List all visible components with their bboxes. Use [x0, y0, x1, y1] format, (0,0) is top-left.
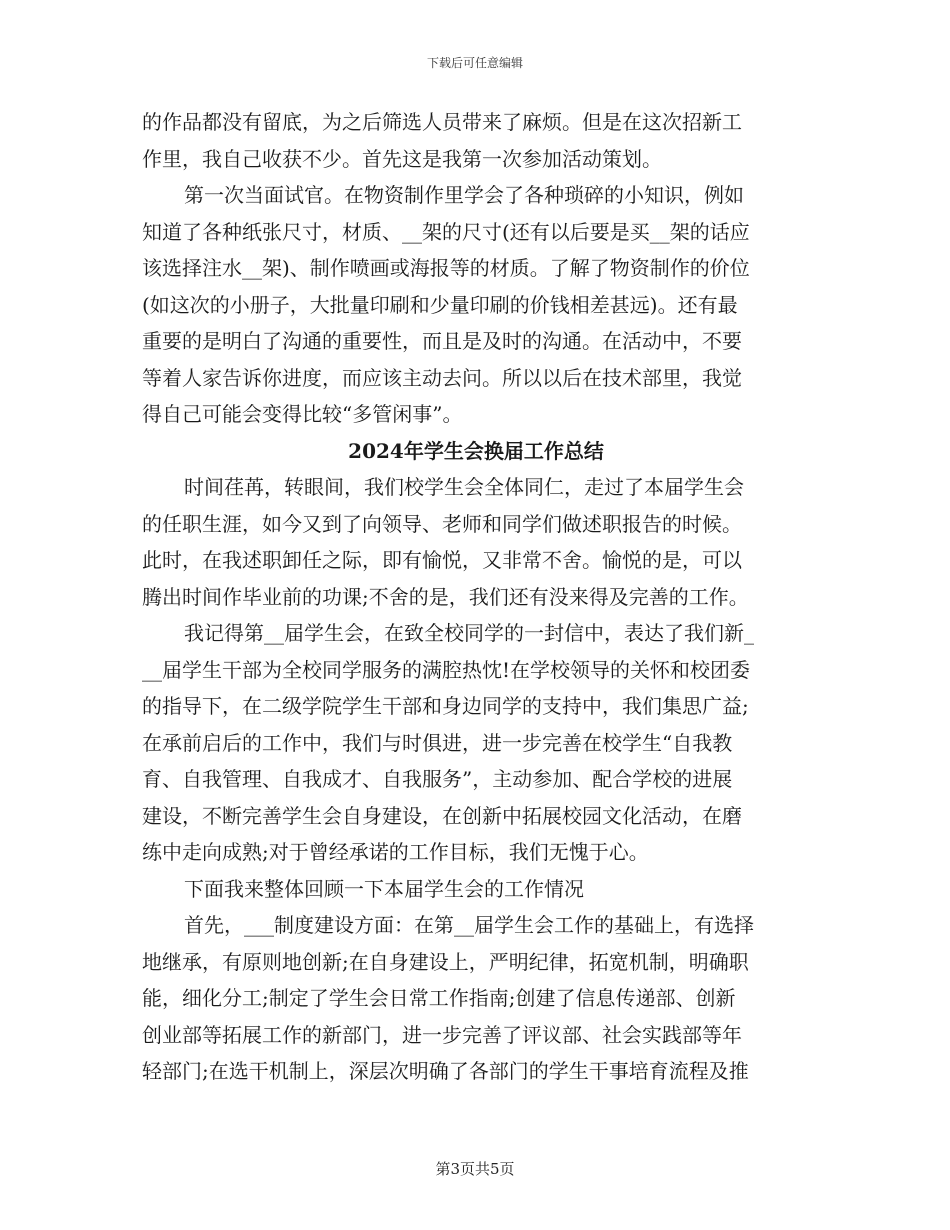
text-line: (如这次的小册子，大批量印刷和少量印刷的价钱相差甚远)。还有最 — [142, 292, 738, 317]
text-line: 作里，我自己收获不少。首先这是我第一次参加活动策划。 — [142, 146, 662, 171]
text-line: 等着人家告诉你进度，而应该主动去问。所以以后在技术部里，我觉 — [142, 365, 742, 390]
text-line: 的作品都没有留底，为之后筛选人员带来了麻烦。但是在这次招新工 — [142, 110, 742, 134]
paragraph-start-line: 时间荏苒，转眼间，我们校学生会全体同仁，走过了本届学生会 — [184, 475, 744, 499]
text-line: 轻部门;在选干机制上，深层次明确了各部门的学生干事培育流程及推 — [142, 1059, 749, 1083]
text-line: 地继承，有原则地创新;在自身建设上，严明纪律，拓宽机制，明确职 — [142, 949, 749, 974]
page-number: 第3页共5页 — [435, 1160, 515, 1178]
text-line: 腾出时间作毕业前的功课;不舍的是，我们还有没来得及完善的工作。 — [142, 584, 749, 609]
section-title: 2024年学生会换届工作总结 — [348, 438, 604, 463]
text-line: 育、自我管理、自我成才、自我服务”，主动参加、配合学校的进展 — [142, 767, 733, 791]
page-header-note: 下载后可任意编辑 — [426, 56, 523, 70]
document-body — [142, 104, 810, 1090]
text-line: 的任职生涯，如今又到了向领导、老师和同学们做述职报告的时候。 — [142, 511, 742, 536]
text-line: 此时，在我述职卸任之际，即有愉悦，又非常不舍。愉悦的是，可以 — [142, 548, 742, 572]
paragraph-start-line: 首先，___制度建设方面：在第__届学生会工作的基础上，有选择 — [184, 913, 754, 937]
text-line: 知道了各种纸张尺寸，材质、__架的尺寸(还有以后要是买__架的话应 — [142, 219, 750, 244]
paragraph-start-line: 下面我来整体回顾一下本届学生会的工作情况 — [184, 876, 584, 901]
text-line: 建设，不断完善学生会自身建设，在创新中拓展校园文化活动，在磨 — [142, 803, 742, 828]
text-line: 在承前启后的工作中，我们与时俱进，进一步完善在校学生“自我教 — [142, 730, 733, 755]
text-line: 创业部等拓展工作的新部门，进一步完善了评议部、社会实践部等年 — [142, 1022, 742, 1047]
paragraph-start-line: 我记得第__届学生会，在致全校同学的一封信中，表达了我们新_ — [184, 621, 754, 645]
paragraph-start-line: 第一次当面试官。在物资制作里学会了各种琐碎的小知识，例如 — [184, 183, 744, 207]
text-line: 的指导下，在二级学院学生干部和身边同学的支持中，我们集思广益; — [142, 694, 749, 718]
text-line: __届学生干部为全校同学服务的满腔热忱!在学校领导的关怀和校团委 — [142, 657, 751, 682]
text-line: 能，细化分工;制定了学生会日常工作指南;创建了信息传递部、创新 — [142, 986, 736, 1010]
text-line: 重要的是明白了沟通的重要性，而且是及时的沟通。在活动中，不要 — [142, 329, 742, 353]
text-line: 练中走向成熟;对于曾经承诺的工作目标，我们无愧于心。 — [142, 840, 649, 864]
text-line: 得自己可能会变得比较“多管闲事”。 — [142, 402, 463, 426]
text-line: 该选择注水__架)、制作喷画或海报等的材质。了解了物资制作的价位 — [142, 256, 750, 280]
